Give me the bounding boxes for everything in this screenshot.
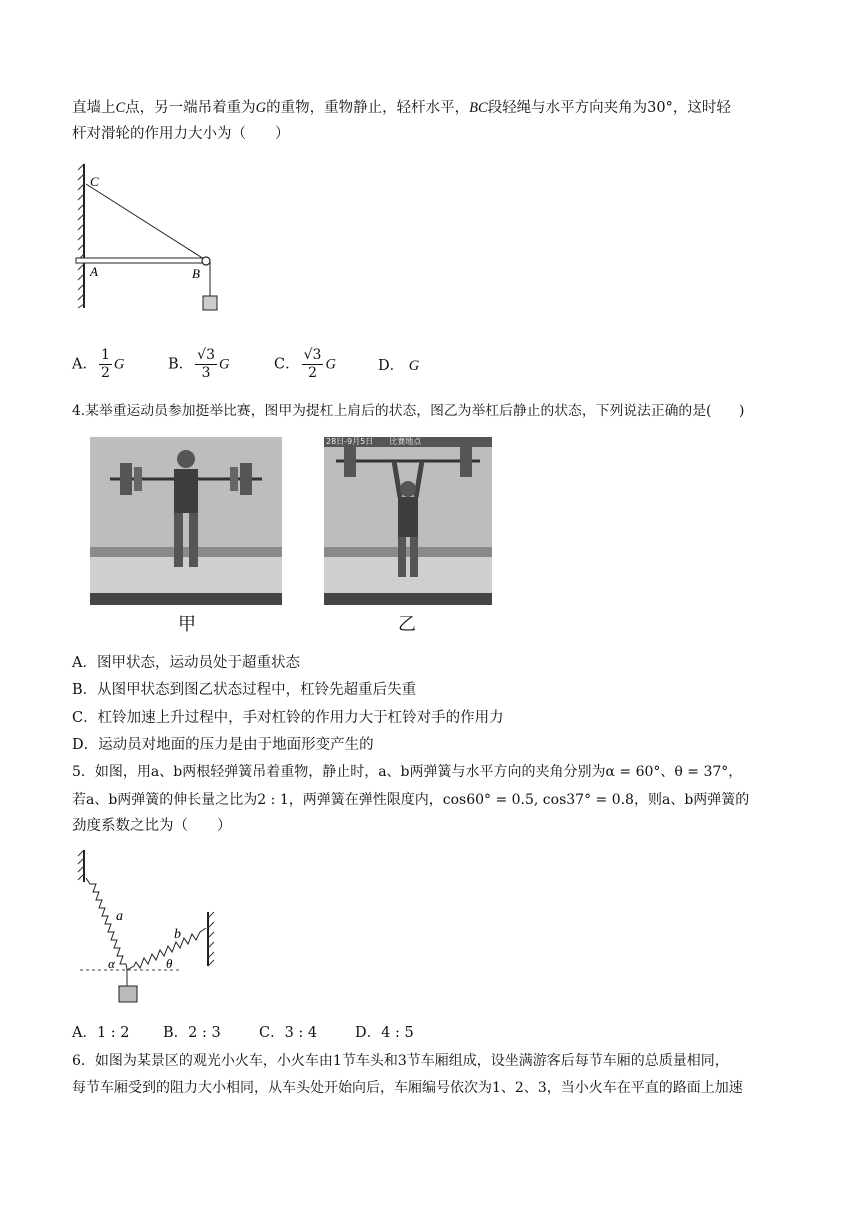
q5-stem-line2: 若a、b两弹簧的伸长量之比为2 : 1，两弹簧在弹性限度内，cos60° = 0.5, cos37° = 0.8，则a、b两弹簧的: [72, 792, 750, 808]
q5-option-b[interactable]: B．2 : 3: [163, 1025, 221, 1041]
q3-stem-line2: 杆对滑轮的作用力大小为（ ）: [72, 126, 290, 142]
label-theta: θ: [166, 956, 173, 971]
q4-option-d[interactable]: D．运动员对地面的压力是由于地面形变产生的: [72, 737, 374, 753]
q3-pulley-diagram: [70, 158, 230, 318]
q5-spring-diagram: [74, 848, 224, 1008]
q4-stem: 4.某举重运动员参加挺举比赛，图甲为提杠上肩后的状态，图乙为举杠后静止的状态，下列说法正确的是( ): [72, 403, 745, 419]
q4-option-c[interactable]: C．杠铃加速上升过程中，手对杠铃的作用力大于杠铃对手的作用力: [72, 710, 504, 726]
label-a: A: [90, 264, 98, 279]
q3-option-c[interactable]: C． $\frac{√3}{2}$ G: [274, 347, 336, 381]
caption-jia: 甲: [178, 614, 196, 635]
label-alpha: α: [108, 956, 115, 971]
label-b: B: [192, 266, 200, 281]
q5-option-d[interactable]: D．4 : 5: [355, 1025, 414, 1041]
label-a: a: [116, 909, 123, 924]
photo-jia: [90, 437, 282, 605]
q4-option-b[interactable]: B．从图甲状态到图乙状态过程中，杠铃先超重后失重: [72, 682, 417, 698]
q3-option-b[interactable]: B． $\frac{√3}{3}$ G: [168, 347, 230, 381]
photo-yi-banner: 28日-9月5日 比赛地点: [326, 437, 422, 446]
q5-option-c[interactable]: C．3 : 4: [259, 1025, 318, 1041]
q3-stem-line1: 直墙上C点，另一端吊着重为G的重物，重物静止，轻杆水平，BC段轻绳与水平方向夹角为30°，这时轻: [72, 100, 731, 116]
q5-option-a[interactable]: A．1 : 2: [72, 1025, 130, 1041]
q5-stem-line1: 5．如图，用a、b两根轻弹簧吊着重物，静止时，a、b两弹簧与水平方向的夹角分别为α = 60°、θ = 37°，: [72, 764, 743, 780]
q3-option-d[interactable]: D． G: [378, 358, 420, 374]
q4-option-a[interactable]: A．图甲状态，运动员处于超重状态: [72, 655, 300, 671]
caption-yi: 乙: [398, 614, 416, 635]
q6-stem-line1: 6．如图为某景区的观光小火车，小火车由1节车头和3节车厢组成，设坐满游客后每节车厢的总质量相同，: [72, 1053, 729, 1069]
q3-option-a[interactable]: A． $\frac{1}{2}$ G: [72, 347, 125, 381]
label-c: C: [90, 174, 99, 189]
q6-stem-line2: 每节车厢受到的阻力大小相同，从车头处开始向后，车厢编号依次为1、2、3，当小火车在平直的路面上加速: [72, 1080, 743, 1096]
q5-stem-line3: 劲度系数之比为（ ）: [72, 818, 232, 834]
photo-yi: [324, 437, 492, 605]
label-b: b: [174, 927, 181, 942]
